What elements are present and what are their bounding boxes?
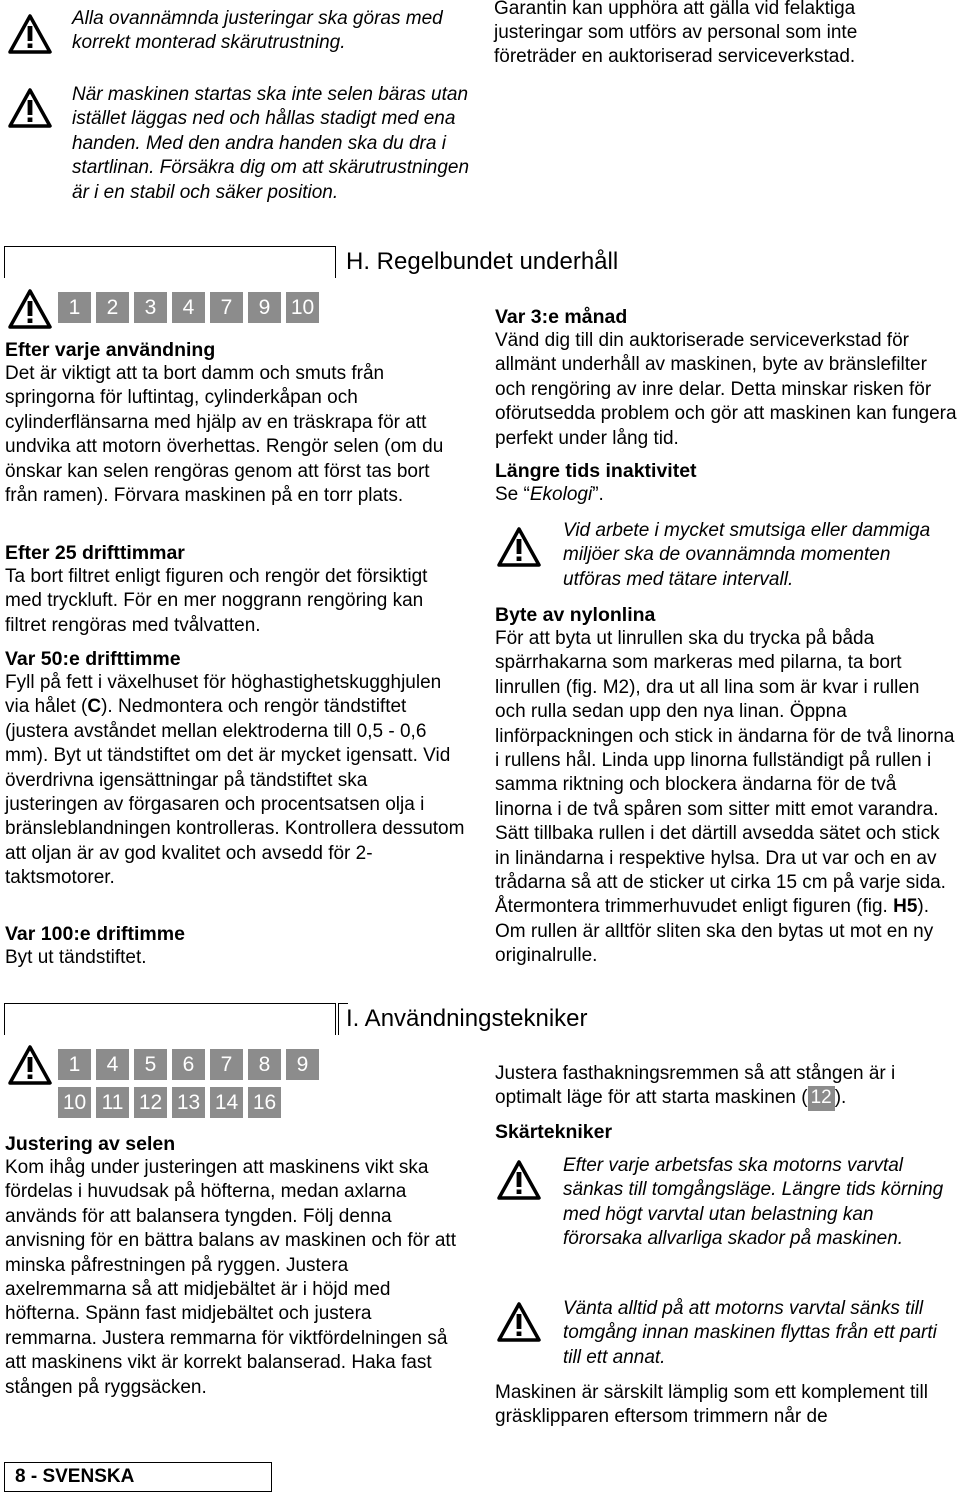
guarantee-text: Garantin kan upphöra att gälla vid felaktiga justeringar som utförs av personal som inte företräder en auktoriserad serviceverkstad. [494, 0, 858, 67]
section-title-i: I. Användningstekniker [346, 1005, 588, 1032]
badge: 6 [172, 1049, 205, 1080]
heading-100-timme: Var 100:e driftimme [5, 923, 185, 945]
badge: 1 [58, 1049, 91, 1080]
badge: 10 [58, 1087, 91, 1118]
warning-text-2: När maskinen startas ska inte selen bäras utan istället läggas ned och hållas stadigt med ena handen. Med den andra handen ska du dra i startlinan. Försäkra dig om att skärutrustningen är i en stabil och säker position. [72, 84, 470, 203]
badge: 12 [808, 1086, 835, 1110]
badge: 1 [58, 292, 91, 323]
paragraph: Justera fasthakningsremmen så att stången är i optimalt läge för att starta maskinen ( 12 ). [495, 1062, 955, 1111]
badge: 5 [134, 1049, 167, 1080]
paragraph: Maskinen är särskilt lämplig som ett komplement till gräsklipparen eftersom trimmern når de [495, 1382, 928, 1428]
warning-text-3: Vid arbete i mycket smutsiga eller dammiga miljöer ska de ovannämnda momenten utföras med tätare intervall. [563, 520, 931, 590]
badge: 7 [210, 292, 243, 323]
badge: 12 [134, 1087, 167, 1118]
warning-icon [8, 88, 52, 128]
heading-nylonlina: Byte av nylonlina [495, 604, 656, 626]
paragraph: Det är viktigt att ta bort damm och smuts från springorna för luftintag, cylinderkåpan och cylinderflänsarna med hjälp av en träskrapa för att undvika att motorn överhettas. Rengör selen (om du önskar kan selen rengöras genom att först tas bort från ramen). Förvara maskinen på en torr plats. [5, 363, 444, 507]
badge: 11 [96, 1087, 129, 1118]
badge: 9 [286, 1049, 319, 1080]
warning-text-1: Alla ovannämnda justeringar ska göras med korrekt monterad skärutrustning. [72, 8, 443, 54]
paragraph: Byt ut tändstiftet. [5, 947, 147, 968]
warning-text-5: Vänta alltid på att motorns varvtal sänks till tomgång innan maskinen flyttas från ett parti till ett annat. [563, 1298, 937, 1368]
warning-text-4: Efter varje arbetsfas ska motorns varvtal sänkas till tomgångsläge. Längre tids körning med högt varvtal utan belastning kan förorsaka allvarliga skador på maskinen. [563, 1155, 944, 1250]
paragraph: Ta bort filtret enligt figuren och rengör det försiktigt med tryckluft. För en mer noggrann rengöring kan filtret rengöras med tvålvatten. [5, 566, 428, 636]
paragraph: Fyll på fett i växelhuset för höghastighetskugghjulen via hålet (C). Nedmontera och rengör tändstiftet (justera avståndet mellan elektroderna till 0,5 - 0,6 mm). Byt ut tändstiftet om det är mycket igensatt. Vid överdrivna igensättningar på tändstiftet ska justeringen av förgasaren och procentsatsen olja i bränsleblandningen kontrolleras. Kontrollera dessutom att oljan är av god kvalitet och avsedd för 2-taktsmotorer. [5, 672, 465, 889]
paragraph: För att byta ut linrullen ska du trycka på båda spärrhakarna som markeras med pilarna, ta bort linrullen (fig. M2), dra ut all lina som är kvar i rullen och rulla sedan upp den nya linan. Öppna linförpackningen och stick in ändarna för de två linorna i rullens hål. Linda upp linorna fullständigt på rullen i samma riktning och blockera ändarna för de två linorna i de två spåren som sitter mitt emot varandra. Sätt tillbaka rullen i det därtill avsedda sätet och stick in linändarna i respektive hylsa. Dra ut var och en av trådarna så att de sticker ut cirka 15 cm på varje sida. Återmontera trimmerhuvudet enligt figuren (fig. H5). Om rullen är alltför sliten ska den bytas ut mot en ny originalrulle. [495, 628, 955, 967]
warning-icon [8, 1045, 52, 1085]
heading-inaktivitet: Längre tids inaktivitet [495, 460, 697, 482]
badge: 2 [96, 292, 129, 323]
badge: 10 [286, 292, 319, 323]
heading-efter-varje: Efter varje användning [5, 339, 216, 361]
badge: 13 [172, 1087, 205, 1118]
paragraph: Se “Ekologi”. [495, 484, 604, 505]
badge: 16 [248, 1087, 281, 1118]
heading-50-timme: Var 50:e drifttimme [5, 648, 181, 670]
section-rule-left [4, 246, 336, 278]
badge-row-3 [58, 1087, 281, 1118]
badge-row-1 [58, 292, 319, 323]
heading-25-timmar: Efter 25 drifttimmar [5, 542, 185, 564]
paragraph: Kom ihåg under justeringen att maskinens vikt ska fördelas i huvudsak på höfterna, medan axlarna används för att balansera tyngden. Följ denna anvisning för en bättra balans av maskinen och för att minska påfrestningen på ryggen. Justera axelremmarna så att midjebältet är i höjd med höfterna. Spänn fast midjebältet och justera remmarna. Justera remmarna för viktfördelningen så att maskinens vikt är korrekt balanserad. Haka fast stången på ryggsäcken. [5, 1157, 456, 1398]
heading-justering-selen: Justering av selen [5, 1133, 176, 1155]
section-rule-left [4, 1003, 336, 1035]
heading-3-manad: Var 3:e månad [495, 306, 628, 328]
badge: 8 [248, 1049, 281, 1080]
badge: 9 [248, 292, 281, 323]
warning-icon [497, 1302, 541, 1342]
warning-icon [8, 289, 52, 329]
heading-skartekniker: Skärtekniker [495, 1121, 613, 1143]
badge: 14 [210, 1087, 243, 1118]
warning-icon [497, 1160, 541, 1200]
badge: 4 [172, 292, 205, 323]
badge: 4 [96, 1049, 129, 1080]
warning-icon [497, 527, 541, 567]
section-title-h: H. Regelbundet underhåll [346, 248, 619, 275]
paragraph: Vänd dig till din auktoriserade serviceverkstad för allmänt underhåll av maskinen, byte av bränslefilter och rengöring av inre delar. Detta minskar risken för oförutsedda problem och gör att maskinen kan fungera perfekt under lång tid. [495, 330, 957, 449]
warning-icon [8, 14, 52, 54]
badge: 7 [210, 1049, 243, 1080]
page-footer: 8 - SVENSKA [4, 1462, 272, 1492]
badge-row-2 [58, 1049, 319, 1080]
badge: 3 [134, 292, 167, 323]
